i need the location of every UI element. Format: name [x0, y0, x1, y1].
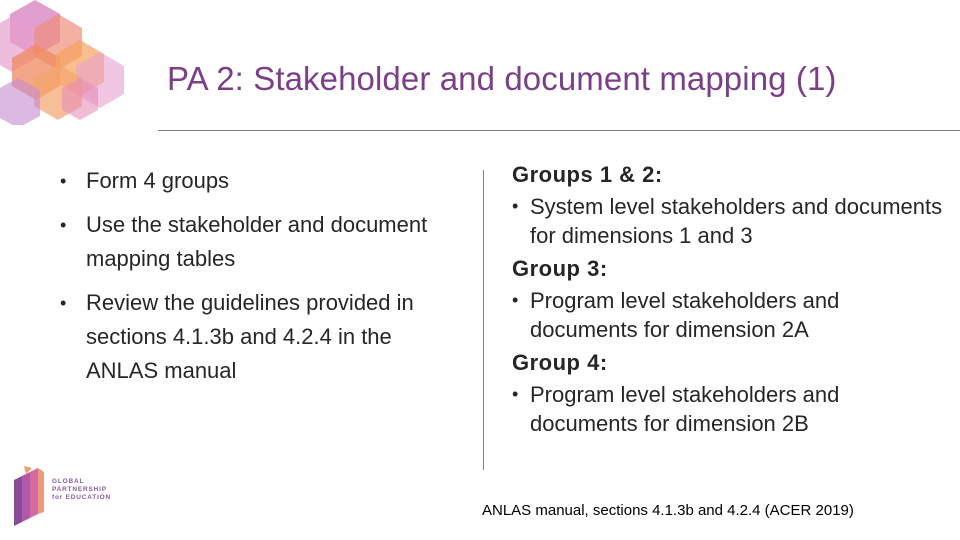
group-block: [512, 348, 952, 438]
column-divider: [483, 170, 484, 470]
source-citation: ANLAS manual, sections 4.1.3b and 4.2.4 (ACER 2019): [482, 502, 854, 519]
group-heading: Group 3:: [512, 256, 608, 281]
bullet-glyph: •: [512, 196, 519, 216]
logo-line: GLOBAL: [52, 478, 85, 485]
bullet-glyph: •: [512, 384, 519, 404]
slide-title: PA 2: Stakeholder and document mapping (1): [167, 60, 837, 97]
group-block: [512, 254, 952, 344]
bullet-glyph: •: [60, 293, 67, 313]
group-item-text: Program level stakeholders and documents for dimension 2A: [530, 288, 840, 342]
list-item-text: Form 4 groups: [86, 168, 230, 193]
list-item-text: Review the guidelines provided in sections 4.1.3b and 4.2.4 in the ANLAS manual: [86, 290, 414, 383]
list-item: [60, 164, 460, 198]
bullet-glyph: •: [60, 171, 67, 191]
logo-line: for EDUCATION: [52, 494, 112, 501]
group-heading: Groups 1 & 2:: [512, 162, 663, 187]
group-item-text: System level stakeholders and documents for dimensions 1 and 3: [530, 194, 943, 248]
group-heading: Group 4:: [512, 350, 608, 375]
group-item: [512, 380, 952, 438]
group-item: [512, 286, 952, 344]
list-item: [60, 286, 460, 388]
gpe-logo-text: [52, 478, 111, 502]
bullet-glyph: •: [60, 215, 67, 235]
hexagon-pattern-decoration: [0, 0, 130, 125]
group-item: [512, 192, 952, 250]
logo-line: PARTNERSHIP: [52, 486, 107, 493]
title-divider: [158, 130, 960, 131]
group-block: [512, 160, 952, 250]
group-item-text: Program level stakeholders and documents for dimension 2B: [530, 382, 840, 436]
groups-column: [512, 160, 952, 442]
bullet-glyph: •: [512, 290, 519, 310]
list-item-text: Use the stakeholder and document mapping tables: [86, 212, 428, 271]
left-bullet-list: [60, 164, 460, 398]
list-item: [60, 208, 460, 276]
